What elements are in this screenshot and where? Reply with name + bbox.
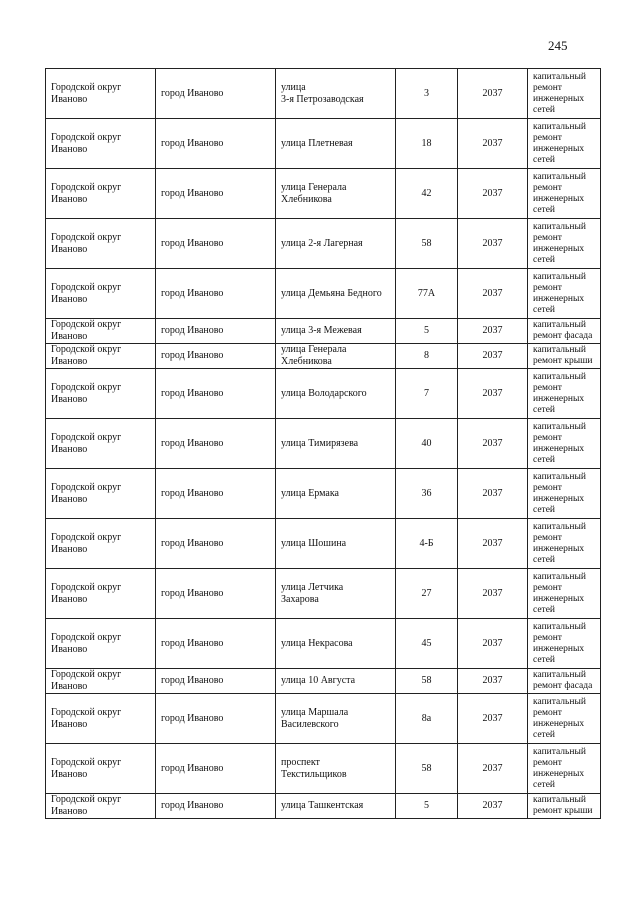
table-row	[46, 569, 601, 619]
table-row	[46, 69, 601, 119]
cell-street: улица Генерала Хлебникова	[276, 169, 396, 219]
cell-work-type: капитальный ремонт фасада	[528, 319, 601, 344]
cell-year: 2037	[458, 669, 528, 694]
cell-city: город Иваново	[156, 619, 276, 669]
cell-house-number: 27	[396, 569, 458, 619]
table-row	[46, 169, 601, 219]
cell-street: улица 3-я Петрозаводская	[276, 69, 396, 119]
table-row	[46, 369, 601, 419]
cell-district: Городской округ Иваново	[46, 344, 156, 369]
cell-city: город Иваново	[156, 794, 276, 819]
cell-city: город Иваново	[156, 744, 276, 794]
cell-district: Городской округ Иваново	[46, 619, 156, 669]
cell-work-type: капитальный ремонт крыши	[528, 344, 601, 369]
cell-street: улица Ермака	[276, 469, 396, 519]
cell-house-number: 45	[396, 619, 458, 669]
cell-district: Городской округ Иваново	[46, 794, 156, 819]
cell-work-type: капитальный ремонт инженерных сетей	[528, 744, 601, 794]
cell-district: Городской округ Иваново	[46, 519, 156, 569]
cell-city: город Иваново	[156, 419, 276, 469]
cell-street: улица Тимирязева	[276, 419, 396, 469]
cell-work-type: капитальный ремонт инженерных сетей	[528, 694, 601, 744]
cell-district: Городской округ Иваново	[46, 569, 156, 619]
cell-city: город Иваново	[156, 119, 276, 169]
cell-house-number: 58	[396, 219, 458, 269]
cell-house-number: 3	[396, 69, 458, 119]
cell-year: 2037	[458, 119, 528, 169]
table-row	[46, 469, 601, 519]
cell-district: Городской округ Иваново	[46, 219, 156, 269]
cell-city: город Иваново	[156, 69, 276, 119]
cell-year: 2037	[458, 419, 528, 469]
table-row	[46, 744, 601, 794]
cell-house-number: 77А	[396, 269, 458, 319]
cell-district: Городской округ Иваново	[46, 419, 156, 469]
cell-street: проспект Текстильщиков	[276, 744, 396, 794]
cell-work-type: капитальный ремонт инженерных сетей	[528, 269, 601, 319]
cell-street: улица Ташкентская	[276, 794, 396, 819]
cell-city: город Иваново	[156, 569, 276, 619]
cell-house-number: 58	[396, 669, 458, 694]
cell-year: 2037	[458, 469, 528, 519]
cell-district: Городской округ Иваново	[46, 369, 156, 419]
cell-year: 2037	[458, 694, 528, 744]
cell-house-number: 8	[396, 344, 458, 369]
cell-district: Городской округ Иваново	[46, 469, 156, 519]
cell-year: 2037	[458, 269, 528, 319]
cell-city: город Иваново	[156, 219, 276, 269]
cell-street: улица Володарского	[276, 369, 396, 419]
cell-city: город Иваново	[156, 269, 276, 319]
cell-district: Городской округ Иваново	[46, 69, 156, 119]
table-row	[46, 269, 601, 319]
cell-street: улица 2-я Лагерная	[276, 219, 396, 269]
cell-street: улица 3-я Межевая	[276, 319, 396, 344]
cell-year: 2037	[458, 319, 528, 344]
cell-street: улица Маршала Василевского	[276, 694, 396, 744]
cell-house-number: 5	[396, 319, 458, 344]
cell-year: 2037	[458, 369, 528, 419]
table-row	[46, 319, 601, 344]
cell-city: город Иваново	[156, 369, 276, 419]
cell-work-type: капитальный ремонт инженерных сетей	[528, 419, 601, 469]
cell-work-type: капитальный ремонт инженерных сетей	[528, 219, 601, 269]
cell-work-type: капитальный ремонт инженерных сетей	[528, 469, 601, 519]
cell-year: 2037	[458, 619, 528, 669]
cell-city: город Иваново	[156, 344, 276, 369]
cell-city: город Иваново	[156, 669, 276, 694]
cell-work-type: капитальный ремонт крыши	[528, 794, 601, 819]
table-row	[46, 119, 601, 169]
table-row	[46, 619, 601, 669]
cell-district: Городской округ Иваново	[46, 169, 156, 219]
page-number: 245	[548, 38, 568, 53]
cell-year: 2037	[458, 744, 528, 794]
cell-house-number: 42	[396, 169, 458, 219]
table-row	[46, 219, 601, 269]
cell-year: 2037	[458, 219, 528, 269]
cell-street: улица Некрасова	[276, 619, 396, 669]
cell-work-type: капитальный ремонт инженерных сетей	[528, 519, 601, 569]
cell-work-type: капитальный ремонт фасада	[528, 669, 601, 694]
cell-street: улица Генерала Хлебникова	[276, 344, 396, 369]
table-row	[46, 694, 601, 744]
cell-work-type: капитальный ремонт инженерных сетей	[528, 619, 601, 669]
cell-house-number: 7	[396, 369, 458, 419]
cell-house-number: 8а	[396, 694, 458, 744]
cell-work-type: капитальный ремонт инженерных сетей	[528, 69, 601, 119]
cell-year: 2037	[458, 69, 528, 119]
cell-house-number: 58	[396, 744, 458, 794]
cell-city: город Иваново	[156, 519, 276, 569]
cell-district: Городской округ Иваново	[46, 119, 156, 169]
table-row	[46, 669, 601, 694]
cell-house-number: 5	[396, 794, 458, 819]
cell-house-number: 40	[396, 419, 458, 469]
cell-street: улица Плетневая	[276, 119, 396, 169]
cell-work-type: капитальный ремонт инженерных сетей	[528, 119, 601, 169]
cell-house-number: 4-Б	[396, 519, 458, 569]
housing-repair-table	[45, 68, 601, 819]
cell-house-number: 36	[396, 469, 458, 519]
cell-work-type: капитальный ремонт инженерных сетей	[528, 369, 601, 419]
cell-district: Городской округ Иваново	[46, 694, 156, 744]
cell-year: 2037	[458, 794, 528, 819]
cell-street: улица Шошина	[276, 519, 396, 569]
cell-work-type: капитальный ремонт инженерных сетей	[528, 569, 601, 619]
table-row	[46, 519, 601, 569]
cell-year: 2037	[458, 344, 528, 369]
table-row	[46, 344, 601, 369]
cell-street: улица Летчика Захарова	[276, 569, 396, 619]
cell-city: город Иваново	[156, 694, 276, 744]
cell-district: Городской округ Иваново	[46, 669, 156, 694]
table-row	[46, 794, 601, 819]
cell-district: Городской округ Иваново	[46, 744, 156, 794]
cell-city: город Иваново	[156, 469, 276, 519]
cell-district: Городской округ Иваново	[46, 319, 156, 344]
table-body	[46, 69, 601, 819]
cell-house-number: 18	[396, 119, 458, 169]
cell-street: улица 10 Августа	[276, 669, 396, 694]
cell-year: 2037	[458, 519, 528, 569]
cell-year: 2037	[458, 169, 528, 219]
cell-year: 2037	[458, 569, 528, 619]
table-row	[46, 419, 601, 469]
cell-work-type: капитальный ремонт инженерных сетей	[528, 169, 601, 219]
cell-district: Городской округ Иваново	[46, 269, 156, 319]
cell-street: улица Демьяна Бедного	[276, 269, 396, 319]
cell-city: город Иваново	[156, 169, 276, 219]
cell-city: город Иваново	[156, 319, 276, 344]
